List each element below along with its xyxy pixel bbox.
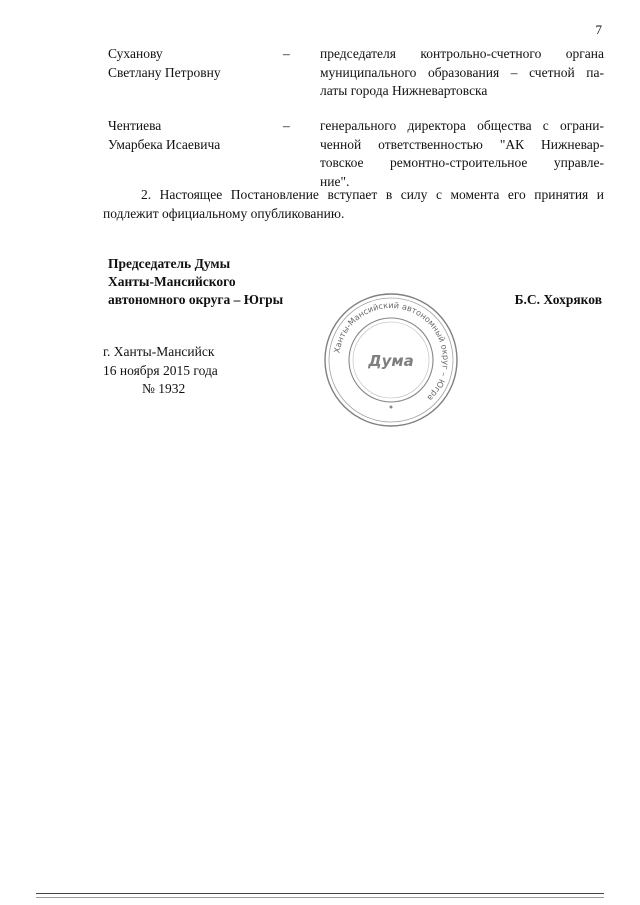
position-line: ние". [320, 173, 350, 189]
position-line: генерального директора общества с ограни- [320, 118, 604, 133]
position-line: латы города Нижневартовска [320, 83, 488, 98]
seal-center-text: Дума [368, 352, 414, 370]
position-line: председателя контрольно-счетного органа [320, 46, 604, 61]
effective-date-paragraph [103, 186, 604, 223]
appointee-name [108, 117, 288, 154]
signatory-name: Б.С. Хохряков [514, 292, 602, 307]
appointee-surname: Чентиева [108, 118, 162, 133]
document-details [103, 343, 218, 399]
appointee-position [320, 45, 604, 101]
appointee-entry [108, 117, 604, 189]
appointee-given-names: Умарбека Исаевича [108, 136, 221, 152]
entry-dash: – [283, 118, 290, 133]
document-number: № 1932 [142, 381, 186, 396]
appointee-surname: Суханову [108, 46, 163, 61]
position-line: муниципального образования – счетной па- [320, 64, 604, 80]
document-city: г. Ханты-Мансийск [103, 344, 215, 359]
entry-dash: – [283, 46, 290, 61]
position-line: ченной ответственностью "АК Нижневар- [320, 136, 604, 152]
appointee-given-names: Светлану Петровну [108, 64, 221, 80]
signatory-title-line: Ханты-Мансийского [108, 274, 236, 289]
page-number: 7 [595, 22, 602, 37]
appointee-name [108, 45, 288, 82]
paragraph-line: подлежит официальному опубликованию. [103, 205, 345, 221]
signatory-title [108, 255, 283, 309]
page-bottom-rule [36, 897, 604, 898]
official-seal [321, 290, 461, 430]
paragraph-line: 2. Настоящее Постановление вступает в силу с момента его принятия и [141, 187, 604, 202]
appointee-entry [108, 45, 604, 105]
signatory-title-line: Председатель Думы [108, 256, 231, 271]
document-date: 16 ноября 2015 года [103, 362, 218, 378]
position-line: товское ремонтно-строительное управле- [320, 155, 604, 170]
page-bottom-rule [36, 893, 604, 894]
signatory-title-line: автономного округа – Югры [108, 292, 284, 307]
seal-dot [390, 406, 393, 409]
appointee-position [320, 117, 604, 191]
seal-outer-text: Ханты-Мансийский автономный округ – Югра [331, 299, 452, 404]
